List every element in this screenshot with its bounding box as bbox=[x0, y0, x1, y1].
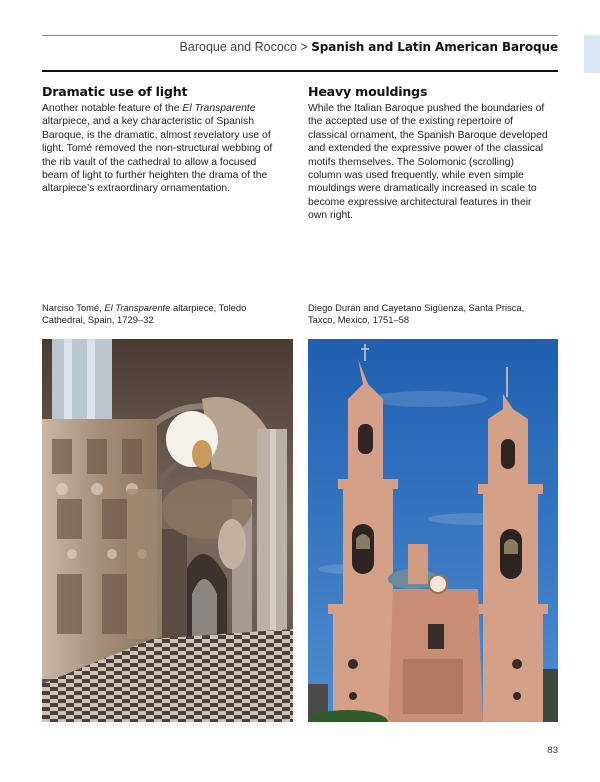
header-rule-thin bbox=[42, 35, 558, 36]
photo-santa-prisca bbox=[308, 339, 558, 722]
body-text: Another notable feature of the bbox=[42, 103, 183, 114]
church-facade-image bbox=[308, 339, 558, 722]
body-text: altarpiece, and a key characteristic of Spanish Baroque, is the dramatic, almost revelatory use of light. Tomé removed the non-structural webbing of the rib vault of the cathedral to allow a focused beam of light to further heighten the drama of the altarpiece’s extraordinary ornamentation. bbox=[42, 116, 273, 195]
header-rule-thick bbox=[42, 70, 558, 72]
section-body: While the Italian Baroque pushed the boundaries of the accepted use of the existing repertoire of classical ornament, the Spanish Baroque developed and extended the expressive power of the classical motifs themselves. The Solomonic (scrolling) column was used frequently, while even simple mouldings were dramatically increased in scale to become expressive architectural features in their own right. bbox=[308, 103, 548, 222]
figure-caption-toledo bbox=[42, 302, 272, 325]
breadcrumb-current: Spanish and Latin American Baroque bbox=[311, 40, 558, 54]
page-number: 83 bbox=[547, 745, 558, 756]
breadcrumb bbox=[180, 40, 558, 54]
chapter-tab bbox=[584, 35, 600, 73]
artwork-title: El Transparente bbox=[182, 103, 256, 114]
figure-caption-taxco: Diego Durán and Cayetano Sigüenza, Santa Prisca, Taxco, Mexico, 1751–58 bbox=[308, 302, 525, 325]
section-title: Heavy mouldings bbox=[308, 84, 428, 99]
section-body bbox=[42, 102, 282, 196]
photo-el-transparente bbox=[42, 339, 293, 722]
caption-text: altarpiece, Toledo Cathedral, Spain, 1729–32 bbox=[42, 302, 247, 325]
cathedral-interior-image bbox=[42, 339, 293, 722]
section-title: Dramatic use of light bbox=[42, 84, 188, 99]
artwork-title: El Transparente bbox=[104, 302, 171, 313]
section-heavy-mouldings bbox=[308, 84, 548, 223]
caption-text: Narciso Tomé, bbox=[42, 302, 105, 313]
section-dramatic-light bbox=[42, 84, 282, 196]
breadcrumb-separator: > bbox=[297, 40, 312, 54]
breadcrumb-parent: Baroque and Rococo bbox=[179, 40, 297, 54]
